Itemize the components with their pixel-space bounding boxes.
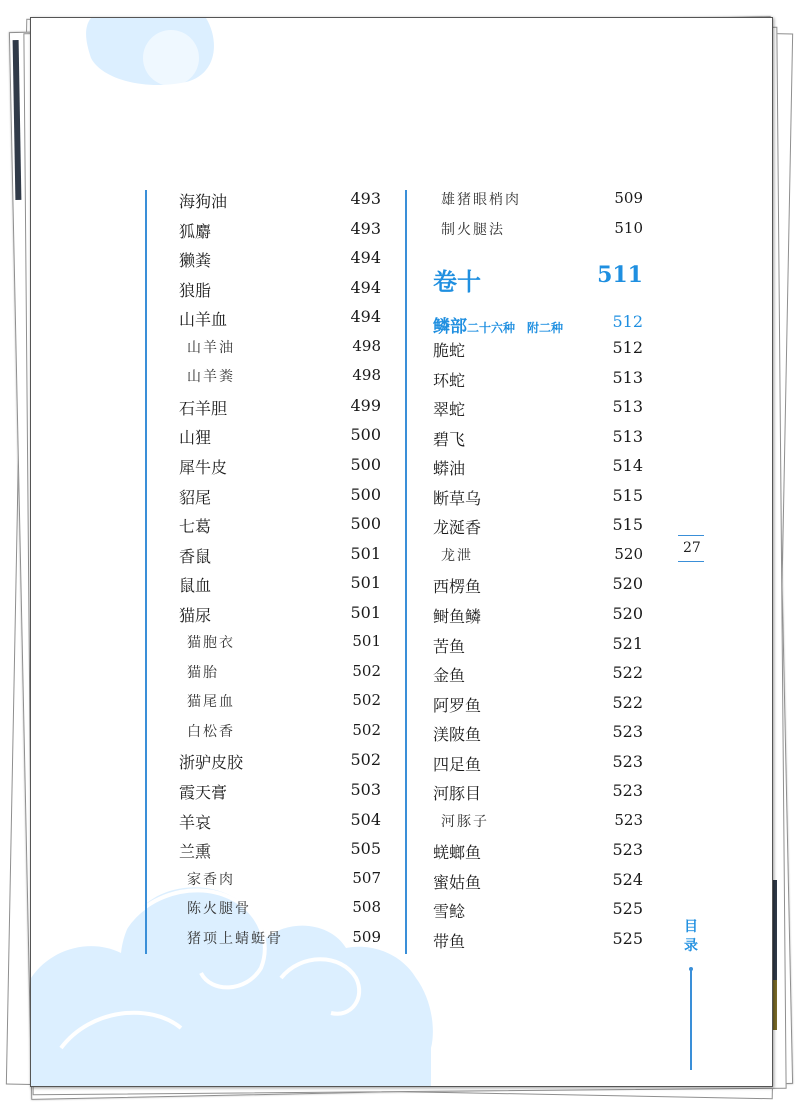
toc-entry[interactable] [433,722,643,746]
entry-page: 502 [352,691,381,710]
entry-page: 523 [614,810,643,829]
entry-name: 白松香 [187,723,235,740]
entry-name: 羊哀 [179,812,212,832]
toc-entry[interactable] [179,839,381,863]
entry-name: 霞天膏 [179,783,228,802]
entry-name: 山羊血 [179,310,228,330]
entry-page: 522 [612,692,643,712]
entry-name: 猪项上蜻蜓骨 [187,930,283,947]
toc-entry[interactable] [179,514,381,538]
entry-page: 520 [612,603,643,623]
entry-name: 雄猪眼梢肉 [441,192,521,208]
entry-page: 502 [352,720,381,739]
toc-entry[interactable] [433,870,643,894]
entry-name: 带鱼 [433,932,466,951]
toc-entry[interactable] [433,781,643,805]
entry-page: 509 [614,189,643,207]
entry-page: 513 [612,397,643,417]
entry-page: 514 [612,456,643,476]
toc-subentry[interactable] [179,869,381,893]
entry-page: 501 [352,632,381,651]
entry-page: 521 [612,633,643,653]
entry-name: 七葛 [179,517,212,537]
toc-entry[interactable] [179,485,381,509]
toc-entry[interactable] [179,396,381,420]
toc-subentry[interactable] [179,366,381,390]
entry-name: 陈火腿骨 [187,901,251,918]
page-number: 27 [683,540,701,556]
toc-subentry[interactable] [179,662,381,686]
entry-page: 494 [350,307,381,327]
entry-name: 龙涎香 [433,518,482,538]
entry-page: 510 [614,218,643,237]
toc-entry[interactable] [179,544,381,568]
entry-page: 498 [352,336,381,355]
entry-page: 515 [612,515,643,535]
entry-page: 524 [612,869,643,889]
toc-entry[interactable] [433,634,643,658]
entry-page: 500 [350,425,381,445]
entry-page: 513 [612,426,643,446]
toc-subentry[interactable] [179,337,381,361]
entry-name: 蟒油 [433,459,466,479]
entry-name: 獭粪 [179,251,212,271]
entry-name: 阿罗鱼 [433,695,482,715]
toc-entry[interactable] [433,574,643,598]
volume-page: 511 [597,262,643,288]
toc-entry[interactable] [179,573,381,597]
entry-name: 山羊油 [187,339,235,356]
volume-heading: 卷十 [433,267,481,296]
entry-page: 499 [350,395,381,415]
entry-name: 断草乌 [433,488,482,508]
right-column-rule [405,190,407,954]
entry-page: 512 [612,338,643,357]
section-heading [433,312,563,337]
entry-name: 狐麝 [179,221,212,241]
toc-subentry[interactable] [179,632,381,656]
toc-subentry[interactable] [179,721,381,745]
toc-entry[interactable] [433,663,643,687]
toc-entry[interactable] [433,515,643,539]
toc-entry[interactable] [433,840,643,864]
section-title: 鳞部 [433,317,467,337]
entry-name: 山狸 [179,428,212,448]
toc-entry[interactable] [179,425,381,449]
toc-entry[interactable] [179,248,381,272]
entry-page: 522 [612,663,643,683]
toc-entry[interactable] [433,752,643,776]
entry-name: 香鼠 [179,546,212,566]
section-note: 二十六种 附二种 [467,321,564,335]
entry-page: 493 [350,218,381,238]
entry-name: 家香肉 [187,871,235,888]
entry-page: 500 [350,514,381,534]
toc-page [30,17,773,1087]
toc-entry[interactable] [179,750,381,774]
toc-entry[interactable] [179,603,381,627]
entry-page: 502 [352,661,381,680]
entry-name: 渼陂鱼 [433,725,482,745]
entry-page: 504 [350,809,381,829]
entry-name: 猫尾血 [187,694,235,711]
toc-subentry[interactable] [179,898,381,922]
entry-page: 500 [350,454,381,474]
entry-name: 四足鱼 [433,754,482,774]
entry-page: 493 [350,189,381,208]
entry-name: 雪鲶 [433,902,466,922]
entry-page: 502 [350,750,381,770]
side-section-label: 目录 [684,919,698,954]
entry-name: 鼠血 [179,576,212,596]
entry-name: 蜣螂鱼 [433,843,482,863]
toc-entry[interactable] [179,307,381,331]
toc-entry[interactable] [433,693,643,717]
toc-subentry[interactable] [433,219,643,243]
toc-entry[interactable] [433,486,643,510]
toc-entry[interactable] [433,456,643,480]
entry-page: 494 [350,277,381,297]
entry-name: 鲥鱼鳞 [433,606,482,626]
entry-name: 狼脂 [179,280,212,300]
entry-page: 520 [614,544,643,563]
page-number-rule-bottom [678,561,704,562]
page-number-rule-top [678,535,704,536]
entry-name: 河豚子 [441,813,489,830]
side-marker-line [690,970,692,1070]
toc-entry[interactable] [179,455,381,479]
entry-page: 501 [350,602,381,622]
entry-page: 505 [350,839,381,859]
entry-page: 501 [350,543,381,563]
entry-page: 501 [350,573,381,593]
toc-entry[interactable] [433,899,643,923]
entry-name: 制火腿法 [441,221,505,238]
entry-page: 507 [352,868,381,887]
entry-page: 494 [350,248,381,268]
toc-entry[interactable] [179,278,381,302]
toc-subentry[interactable] [179,928,381,952]
cloud-decoration-icon [31,18,772,1086]
entry-page: 508 [352,898,381,917]
entry-name: 貂尾 [179,487,212,507]
entry-page: 498 [352,366,381,385]
entry-page: 523 [612,781,643,801]
entry-name: 脆蛇 [433,341,466,360]
entry-name: 海狗油 [179,192,228,211]
left-column-rule [145,190,147,954]
page-edge-dark-right [773,880,777,980]
entry-name: 西楞鱼 [433,577,482,597]
entry-name: 石羊胆 [179,398,228,418]
entry-name: 翠蛇 [433,400,466,420]
toc-subentry[interactable] [179,691,381,715]
entry-name: 兰熏 [179,842,212,862]
entry-name: 环蛇 [433,370,466,390]
entry-page: 500 [350,484,381,504]
entry-page: 513 [612,367,643,387]
entry-page: 525 [612,899,643,919]
entry-name: 浙驴皮胶 [179,753,244,773]
entry-page: 515 [612,485,643,505]
entry-page: 509 [352,927,381,946]
entry-name: 苦鱼 [433,636,466,656]
entry-name: 山羊粪 [187,369,235,386]
section-page: 512 [612,312,643,331]
toc-entry[interactable] [179,810,381,834]
entry-name: 犀牛皮 [179,457,228,477]
entry-page: 523 [612,840,643,860]
entry-name: 碧飞 [433,429,466,449]
toc-subentry[interactable] [433,545,643,569]
entry-name: 蜜姑鱼 [433,872,482,892]
toc-entry[interactable] [179,189,381,213]
entry-name: 猫胞衣 [187,635,235,652]
toc-subentry[interactable] [433,811,643,835]
toc-entry[interactable] [179,780,381,804]
toc-entry[interactable] [179,219,381,243]
toc-entry[interactable] [433,397,643,421]
toc-entry[interactable] [433,338,643,362]
entry-page: 523 [612,722,643,742]
entry-name: 猫胎 [187,664,219,681]
entry-name: 金鱼 [433,666,466,686]
entry-page: 525 [612,929,643,948]
entry-page: 503 [350,780,381,799]
entry-name: 龙泄 [441,547,473,564]
toc-subentry[interactable] [433,189,643,213]
entry-name: 河豚目 [433,784,482,804]
toc-entry[interactable] [433,427,643,451]
toc-entry[interactable] [433,929,643,953]
toc-entry[interactable] [433,368,643,392]
entry-page: 520 [612,574,643,594]
toc-entry[interactable] [433,604,643,628]
entry-name: 猫尿 [179,605,212,625]
entry-page: 523 [612,751,643,771]
